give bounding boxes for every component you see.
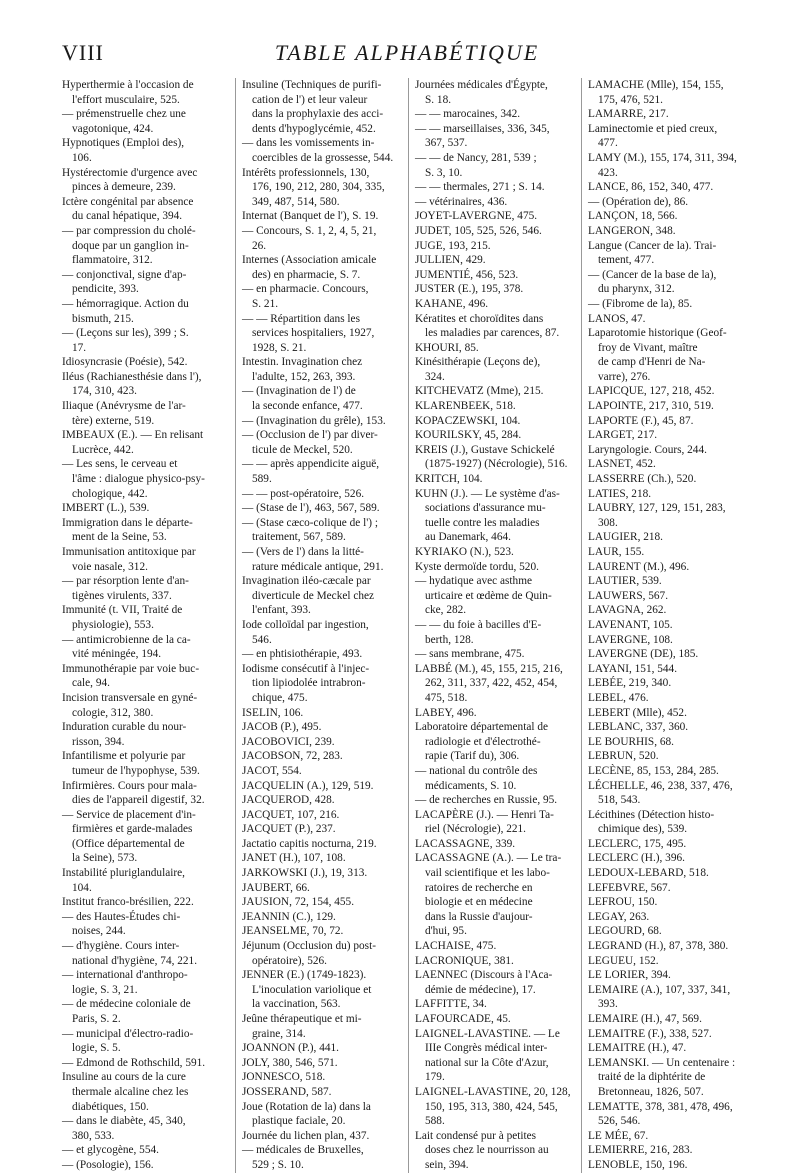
index-entry: LEMANSKI. — Un centenaire : traité de la diphtérite de Bretonneau, 1826, 507. [588, 1056, 736, 1098]
index-entry: Instabilité pluriglandulaire, 104. [62, 867, 185, 894]
index-entry: JULLIEN, 429. [415, 254, 486, 267]
index-entry: — — après appendicite aiguë, 589. [242, 458, 380, 486]
index-entry: LATIES, 218. [588, 487, 652, 500]
index-entry: Jéjunum (Occlusion du) post- opératoire), 526. [242, 940, 376, 967]
index-entry: LAVAGNA, 262. [588, 604, 667, 617]
index-entry: — national du contrôle des médicaments, S. 10. [415, 764, 538, 792]
page-header [62, 40, 752, 74]
page-number: VIII [62, 40, 104, 65]
index-entry: Journée du lichen plan, 437. [242, 1129, 370, 1142]
index-entry: LECLERC, 175, 495. [588, 837, 687, 850]
index-entry: JEANSELME, 70, 72. [242, 925, 344, 938]
index-entry: KYRIAKO (N.), 523. [415, 546, 514, 558]
index-entry: KOURILSKY, 45, 284. [415, 429, 522, 442]
index-entry: LAUR, 155. [588, 546, 645, 558]
index-entry: — — du foie à bacilles d'E- berth, 128. [415, 618, 542, 646]
index-entry: LAIGNEL-LAVASTINE. — Le IIIe Congrès médical inter- national sur la Côte d'Azur, 179. [415, 1027, 560, 1084]
index-entry: LECLERC (H.), 396. [588, 852, 685, 865]
index-entry: LASSERRE (Ch.), 520. [588, 473, 697, 486]
index-entry: IMBEAUX (E.). — En relisant Lucrèce, 442. [62, 429, 204, 456]
index-entry: Insuline (Techniques de purifi- cation de l') et leur valeur dans la prophylaxie des acci- dents d'hypoglycémie, 452. [242, 79, 384, 135]
index-entry: — — marocaines, 342. [415, 108, 521, 121]
index-entry: LAMY (M.), 155, 174, 311, 394, 423. [588, 151, 737, 179]
index-entry: KHOURI, 85. [415, 341, 479, 354]
index-entry: Lécithines (Détection histo- chimique des), 539. [588, 808, 715, 836]
index-entry: JACOT, 554. [242, 764, 302, 777]
running-title: TABLE ALPHABÉTIQUE [274, 40, 540, 65]
index-entry: Lait condensé pur à petites doses chez le nourrisson au sein, 394. [415, 1129, 549, 1171]
index-entry: LEGUEU, 152. [588, 954, 659, 967]
index-entry: — — post-opératoire, 526. [242, 487, 365, 500]
index-entry: LENOBLE, 150, 196. [588, 1158, 688, 1171]
index-entry: Laryngologie. Cours, 244. [588, 443, 707, 456]
index-entry: LEMAITRE (H.), 47. [588, 1042, 687, 1055]
index-entry: LACHAISE, 475. [415, 940, 497, 953]
index-entry: Intestin. Invagination chez l'adulte, 152, 263, 393. [242, 356, 363, 383]
index-entry: LAMACHE (Mlle), 154, 155, 175, 476, 521. [588, 79, 724, 106]
index-entry: ISELIN, 106. [242, 706, 304, 719]
index-entry: Hypnotiques (Emploi des), 106. [62, 137, 185, 164]
index-entry: Immunisation antitoxique par voie nasale, 312. [62, 546, 196, 573]
index-entry: Incision transversale en gyné- cologie, 312, 380. [62, 691, 198, 719]
index-entry: — sans membrane, 475. [415, 648, 525, 661]
index-entry: — dans les vomissements in- coercibles de la grossesse, 544. [242, 137, 394, 164]
index-entry: Kératites et choroïdites dans les maladies par carences, 87. [415, 312, 560, 340]
index-entry: JOLY, 380, 546, 571. [242, 1056, 338, 1069]
index-entry: KUHN (J.). — Le système d'as- sociations d'assurance mu- tuelle contre les maladies au Danemark, 464. [415, 487, 560, 544]
index-entry: LEBERT (Mlle), 452. [588, 706, 687, 719]
index-entry: — en pharmacie. Concours, S. 21. [242, 283, 369, 310]
index-entry: — (Invagination du grêle), 153. [242, 414, 386, 427]
index-entry: — conjonctival, signe d'ap- pendicite, 393. [62, 268, 187, 296]
index-entry: LACRONIQUE, 381. [415, 954, 514, 967]
index-entry: Kyste dermoïde tordu, 520. [415, 560, 539, 573]
index-entry: JUDET, 105, 525, 526, 546. [415, 224, 542, 237]
index-entry: — (Leçons sur les), 399 ; S. 17. [62, 327, 189, 354]
index-entry: LAVERGNE, 108. [588, 633, 673, 646]
index-entry: — (Invagination de l') de la seconde enfance, 477. [242, 385, 363, 413]
index-entry: — (Cancer de la base de la), du pharynx, 312. [588, 268, 717, 296]
index-entry: LAUGIER, 218. [588, 531, 663, 544]
index-entry: — hydatique avec asthme urticaire et œdème de Quin- cke, 282. [415, 575, 552, 617]
index-entry: JAUSION, 72, 154, 455. [242, 896, 355, 909]
index-entry: JOYET-LAVERGNE, 475. [415, 210, 538, 223]
index-entry: LEFROU, 150. [588, 896, 658, 909]
index-entry: Jeûne thérapeutique et mi- graine, 314. [242, 1013, 362, 1040]
index-entry: Hyperthermie à l'occasion de l'effort musculaire, 525. [62, 79, 194, 106]
index-entry: KITCHEVATZ (Mme), 215. [415, 385, 544, 398]
index-entry: LABBÉ (M.), 45, 155, 215, 216, 262, 311, 337, 422, 452, 454, 475, 518. [415, 662, 563, 704]
index-entry: — médicales de Bruxelles, 529 ; S. 10. [242, 1144, 364, 1171]
index-entry: Laparotomie historique (Geof- froy de Vivant, maître de camp d'Henri de Na- varre), 276. [588, 327, 727, 383]
index-entry: — (Stase de l'), 463, 567, 589. [242, 502, 380, 515]
index-entry: LAVERGNE (DE), 185. [588, 648, 699, 661]
index-entry: Langue (Cancer de la). Trai- tement, 477. [588, 239, 717, 267]
index-entry: Induration curable du nour- risson, 394. [62, 721, 187, 748]
index-entry: LE BOURHIS, 68. [588, 735, 674, 748]
index-entry: LECÈNE, 85, 153, 284, 285. [588, 764, 719, 777]
index-entry: Iode colloïdal par ingestion, 546. [242, 618, 369, 646]
index-entry: — (Opération de), 86. [588, 195, 689, 208]
index-entry: JUMENTIÉ, 456, 523. [415, 268, 519, 281]
index-entry: Hystérectomie d'urgence avec pinces à demeure, 239. [62, 166, 198, 194]
index-entry: LEMIERRE, 216, 283. [588, 1144, 693, 1157]
index-entry: KLARENBEEK, 518. [415, 400, 516, 413]
index-entry: IMBERT (L.), 539. [62, 502, 150, 515]
index-entry: — et glycogène, 554. [62, 1144, 159, 1157]
index-entry: JACOB (P.), 495. [242, 721, 322, 734]
index-entry: Infirmières. Cours pour mala- dies de l'appareil digestif, 32. [62, 779, 205, 807]
index-entry: LABEY, 496. [415, 706, 477, 719]
index-entry: Insuline au cours de la cure thermale alcaline chez les diabétiques, 150. [62, 1071, 189, 1113]
index-entry: Invagination iléo-cæcale par diverticule de Meckel chez l'enfant, 393. [242, 575, 375, 617]
index-entry: LAVENANT, 105. [588, 618, 673, 631]
index-entry: Iodisme consécutif à l'injec- tion lipiodolée intrabron- chique, 475. [242, 662, 370, 704]
index-entry: Immigration dans le départe- ment de la Seine, 53. [62, 516, 193, 544]
index-entry: — — Répartition dans les services hospitaliers, 1927, 1928, S. 21. [242, 312, 375, 354]
index-entry: LAUWERS, 567. [588, 589, 669, 602]
index-entry: — (Vers de l') dans la litté- rature médicale antique, 291. [242, 546, 384, 573]
index-entry: LEGAY, 263. [588, 910, 650, 923]
index-entry: LEGOURD, 68. [588, 925, 662, 938]
index-entry: Idiosyncrasie (Poésie), 542. [62, 356, 188, 369]
index-entry: LASNET, 452. [588, 458, 656, 471]
index-entry: JACQUET (P.), 237. [242, 823, 336, 836]
index-entry: — (Posologie), 156. [62, 1158, 154, 1171]
index-entry: JOSSERAND, 587. [242, 1085, 332, 1098]
index-entry: LEMAIRE (H.), 47, 569. [588, 1013, 702, 1025]
index-entry: Jactatio capitis nocturna, 219. [242, 837, 377, 850]
index-entry: LEMATTE, 378, 381, 478, 496, 526, 546. [588, 1100, 733, 1128]
index-entry: — dans le diabète, 45, 340, 380, 533. [62, 1115, 186, 1142]
index-entry: — (Occlusion de l') par diver- ticule de Meckel, 520. [242, 429, 378, 456]
index-entry: Iléus (Rachianesthésie dans l'), 174, 310, 423. [62, 370, 202, 398]
index-columns [62, 78, 754, 1173]
index-entry: Kinésithérapie (Leçons de), 324. [415, 356, 541, 383]
index-entry: JEANNIN (C.), 129. [242, 910, 336, 923]
index-entry: — antimicrobienne de la ca- vité méningée, 194. [62, 633, 191, 661]
index-entry: LANÇON, 18, 566. [588, 210, 678, 223]
index-entry: — Service de placement d'in- firmières et garde-malades (Office départemental de la Seine), 573. [62, 808, 196, 865]
index-entry: — (Fibrome de la), 85. [588, 297, 693, 310]
index-entry: LAPORTE (F.), 45, 87. [588, 414, 694, 427]
index-entry: LAUBRY, 127, 129, 151, 283, 308. [588, 502, 726, 529]
index-entry: JACOBSON, 72, 283. [242, 750, 343, 763]
index-entry: JONNESCO, 518. [242, 1071, 326, 1084]
index-entry: JACQUET, 107, 216. [242, 808, 340, 821]
index-entry: — hémorragique. Action du bismuth, 215. [62, 297, 189, 325]
index-column-2 [235, 78, 408, 1173]
index-entry: Ictère congénital par absence du canal hépatique, 394. [62, 195, 194, 223]
index-entry: LAUTIER, 539. [588, 575, 662, 588]
index-entry: LAURENT (M.), 496. [588, 560, 690, 573]
index-entry: JARKOWSKI (J.), 19, 313. [242, 867, 368, 880]
index-entry: — (Stase cæco-colique de l') ; traitement, 567, 589. [242, 516, 378, 544]
index-column-1 [62, 78, 235, 1173]
index-entry: — — de Nancy, 281, 539 ; S. 3, 10. [415, 151, 537, 179]
index-entry: Iliaque (Anévrysme de l'ar- tère) externe, 519. [62, 400, 186, 427]
index-entry: LEBRUN, 520. [588, 750, 659, 763]
index-entry: JACOBOVICI, 239. [242, 735, 335, 748]
index-entry: Immunothérapie par voie buc- cale, 94. [62, 662, 200, 690]
index-entry: LANCE, 86, 152, 340, 477. [588, 181, 714, 194]
index-entry: Internes (Association amicale des) en pharmacie, S. 7. [242, 254, 377, 281]
index-entry: — — thermales, 271 ; S. 14. [415, 181, 545, 194]
index-entry: LAMARRE, 217. [588, 108, 669, 121]
index-entry: LAFOURCADE, 45. [415, 1013, 511, 1025]
index-column-4 [581, 78, 754, 1173]
index-entry: — de recherches en Russie, 95. [415, 794, 558, 807]
index-entry: — en phtisiothérapie, 493. [242, 648, 363, 661]
index-entry: LARGET, 217. [588, 429, 658, 442]
index-entry: Immunité (t. VII, Traité de physiologie), 553. [62, 604, 183, 631]
index-entry: — par résorption lente d'an- tigènes virulents, 337. [62, 575, 189, 602]
index-entry: — de médecine coloniale de Paris, S. 2. [62, 998, 191, 1025]
index-entry: Intérêts professionnels, 130, 176, 190, 212, 280, 304, 335, 349, 487, 514, 580. [242, 166, 385, 208]
index-entry: LAIGNEL-LAVASTINE, 20, 128, 150, 195, 313, 380, 424, 545, 588. [415, 1085, 571, 1128]
index-entry: LAPICQUE, 127, 218, 452. [588, 385, 715, 398]
index-entry: KRITCH, 104. [415, 473, 483, 486]
index-entry: JENNER (E.) (1749-1823). L'inoculation variolique et la vaccination, 563. [242, 969, 372, 1011]
index-entry: — — marseillaises, 336, 345, 367, 537. [415, 122, 550, 150]
index-entry: LEGRAND (H.), 87, 378, 380. [588, 940, 729, 953]
index-entry: KOPACZEWSKI, 104. [415, 414, 521, 427]
index-entry: — des Hautes-Études chi- noises, 244. [62, 910, 181, 938]
index-entry: JOANNON (P.), 441. [242, 1042, 339, 1055]
index-entry: LAENNEC (Discours à l'Aca- démie de médecine), 17. [415, 969, 553, 996]
index-entry: JACQUEROD, 428. [242, 794, 335, 807]
index-entry: LACAPÈRE (J.). — Henri Ta- riel (Nécrologie), 221. [415, 808, 554, 836]
index-entry: LEFEBVRE, 567. [588, 881, 671, 894]
index-entry: Infantilisme et polyurie par tumeur de l'hypophyse, 539. [62, 750, 200, 777]
index-entry: LEMAITRE (F.), 338, 527. [588, 1027, 712, 1040]
index-entry: Laboratoire départemental de radiologie et d'électrothé- rapie (Tarif du), 306. [415, 721, 548, 763]
index-entry: JANET (H.), 107, 108. [242, 852, 346, 865]
index-entry: LACASSAGNE, 339. [415, 837, 516, 850]
index-entry: Institut franco-brésilien, 222. [62, 896, 194, 909]
index-entry: JAUBERT, 66. [242, 881, 310, 894]
index-entry: LEBÉE, 219, 340. [588, 677, 672, 690]
index-entry: JUSTER (E.), 195, 378. [415, 283, 524, 296]
index-entry: — international d'anthropo- logie, S. 3, 21. [62, 969, 188, 996]
index-entry: — par compression du cholé- doque par un ganglion in- flammatoire, 312. [62, 224, 196, 267]
index-entry: — Concours, S. 1, 2, 4, 5, 21, 26. [242, 224, 377, 252]
index-column-3 [408, 78, 581, 1173]
index-entry: LACASSAGNE (A.). — Le tra- vail scientifique et les labo- ratoires de recherche en biologie et en médecine dans la Russie d'aujour- d'hui, 95. [415, 852, 562, 938]
index-entry: Internat (Banquet de l'), S. 19. [242, 210, 379, 223]
index-entry: — municipal d'électro-radio- logie, S. 5. [62, 1027, 194, 1055]
index-entry: LE LORIER, 394. [588, 969, 671, 982]
index-entry: KAHANE, 496. [415, 297, 489, 310]
index-entry: LEMAIRE (A.), 107, 337, 341, 393. [588, 983, 731, 1011]
index-entry: KREIS (J.), Gustave Schickelé (1875-1927) (Nécrologie), 516. [415, 443, 568, 471]
index-entry: — Les sens, le cerveau et l'âme : dialogue physico-psy- chologique, 442. [62, 458, 205, 500]
index-entry: JUGE, 193, 215. [415, 239, 491, 252]
index-entry: LAYANI, 151, 544. [588, 662, 678, 675]
index-entry: LANOS, 47. [588, 312, 646, 325]
index-entry: LE MÉE, 67. [588, 1129, 649, 1142]
index-entry: JACQUELIN (A.), 129, 519. [242, 779, 374, 792]
index-entry: LANGERON, 348. [588, 224, 676, 237]
index-entry: LEBEL, 476. [588, 691, 649, 704]
index-entry: — d'hygiène. Cours inter- national d'hygiène, 74, 221. [62, 940, 198, 967]
index-entry: Laminectomie et pied creux, 477. [588, 122, 718, 150]
index-entry: LEBLANC, 337, 360. [588, 721, 689, 734]
index-entry: — Edmond de Rothschild, 591. [62, 1056, 206, 1069]
index-entry: Joue (Rotation de la) dans la plastique faciale, 20. [242, 1100, 371, 1128]
index-entry: — prémenstruelle chez une vagotonique, 424. [62, 108, 186, 135]
index-entry: Journées médicales d'Égypte, S. 18. [415, 79, 548, 106]
index-entry: LAFFITTE, 34. [415, 998, 487, 1011]
index-entry: LEDOUX-LEBARD, 518. [588, 867, 709, 880]
index-entry: LAPOINTE, 217, 310, 519. [588, 400, 714, 413]
index-entry: LÉCHELLE, 46, 238, 337, 476, 518, 543. [588, 779, 733, 807]
index-entry: — vétérinaires, 436. [415, 195, 508, 208]
